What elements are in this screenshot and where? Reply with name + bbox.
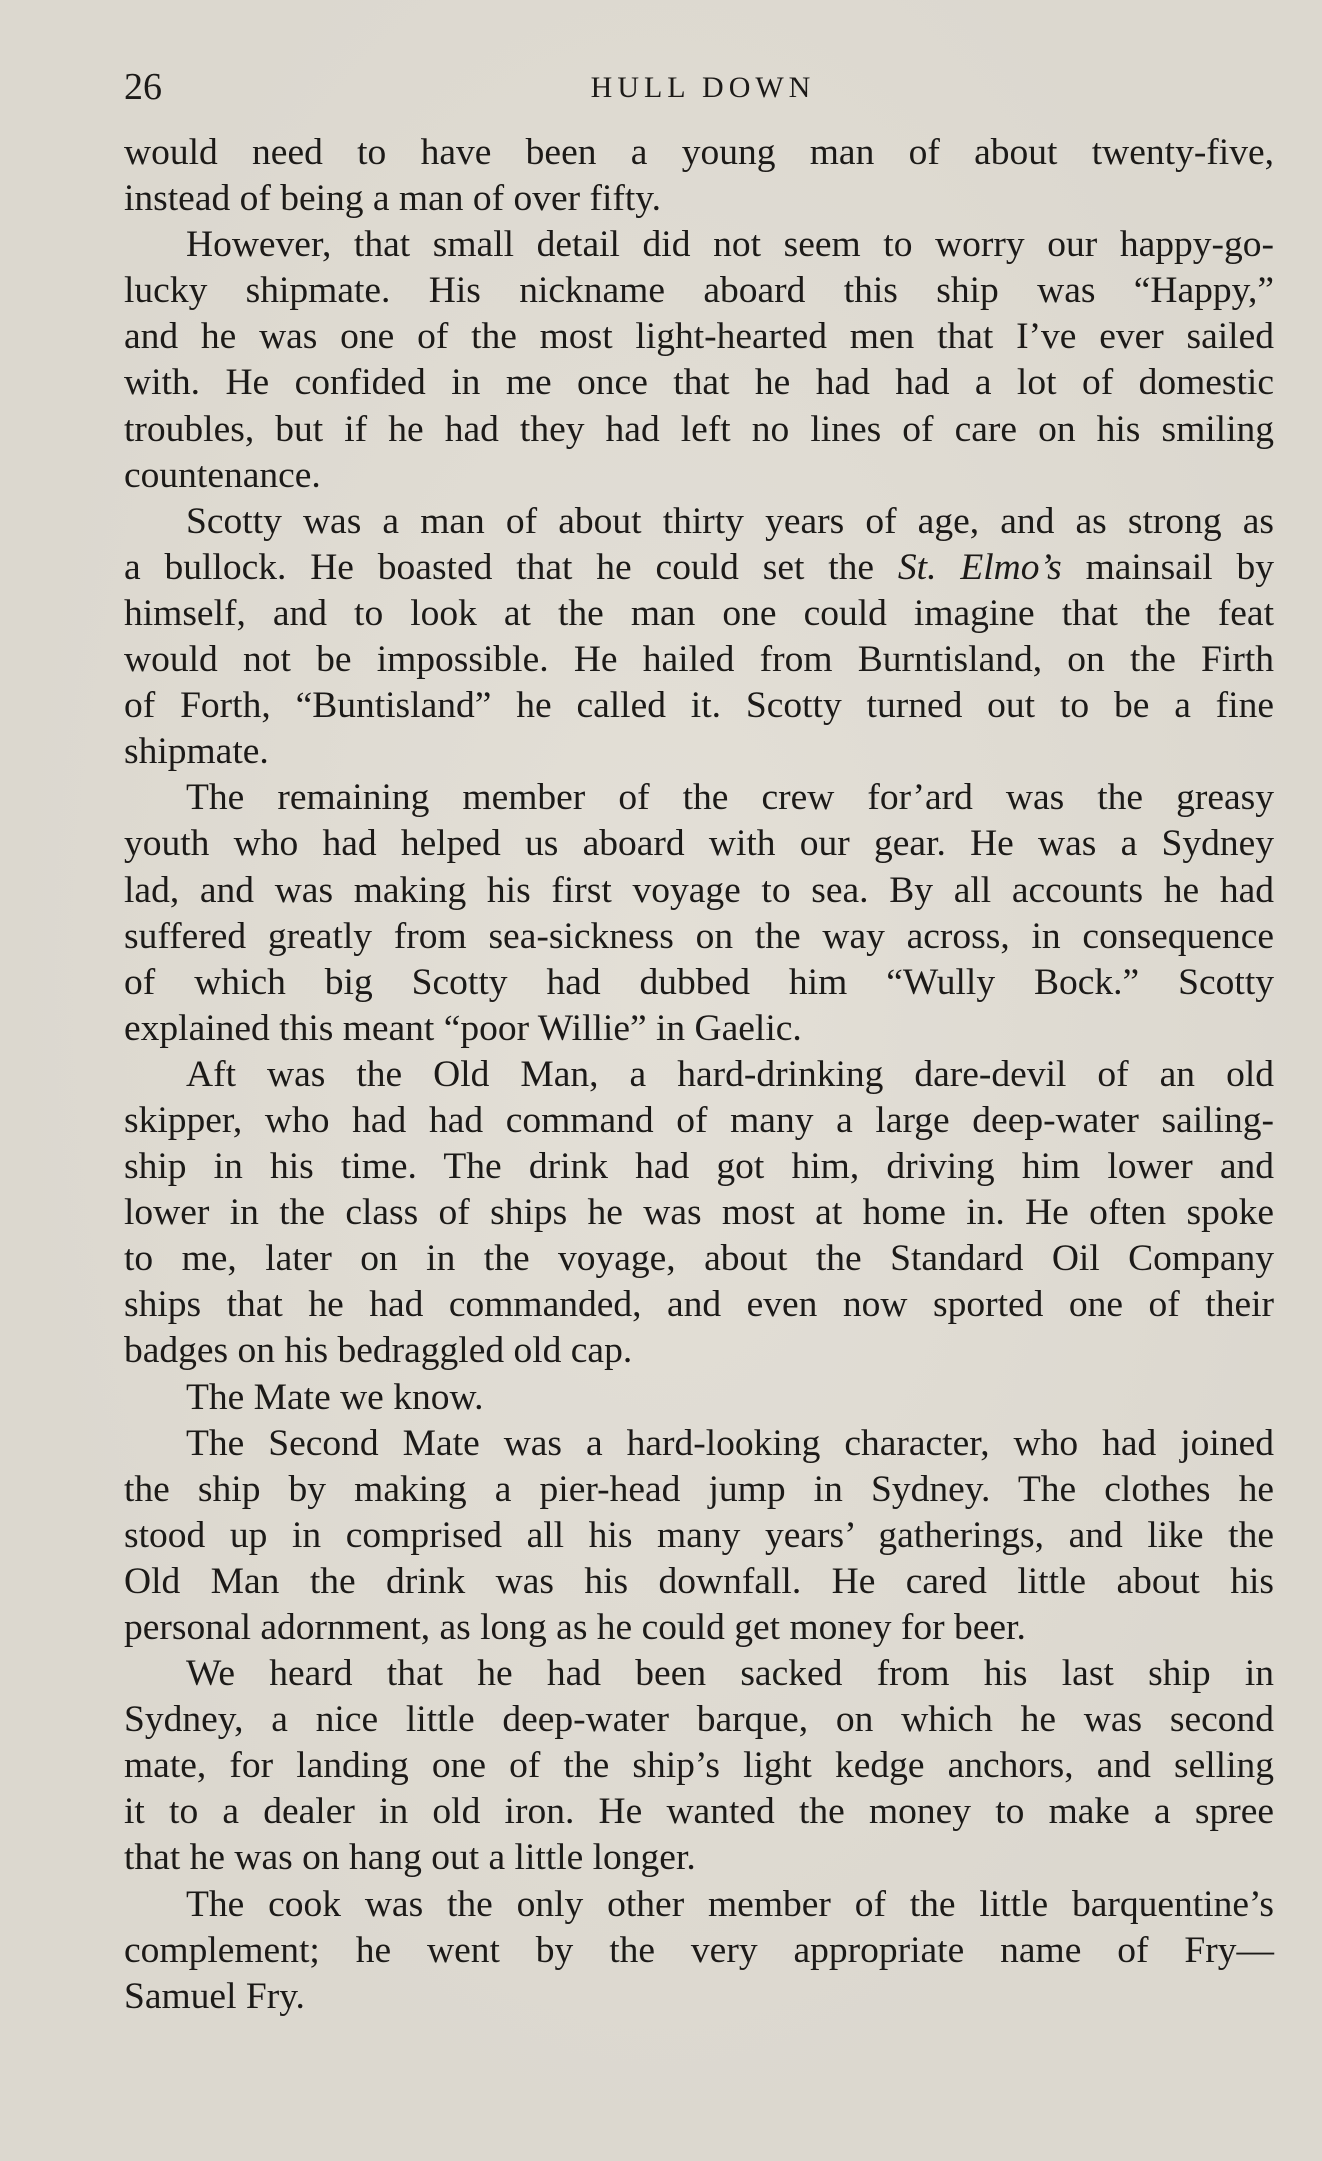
text-line: badges on his bedraggled old cap. [124,1330,633,1372]
text-line: However, that small detail did not seem to worry our happy-go- [186,224,1274,266]
text-line: The remaining member of the crew for’ard was the greasy [186,777,1274,819]
text-line: Old Man the drink was his downfall. He cared little about his [124,1560,1274,1602]
text-line: The Second Mate was a hard-looking character, who had joined [186,1422,1274,1464]
italic-ship-name: St. Elmo’s [897,546,1062,588]
page-number: 26 [124,66,162,108]
running-title: HULL DOWN [590,71,816,104]
text-line: lad, and was making his first voyage to sea. By all accounts he had [124,869,1274,911]
text-line: shipmate. [124,731,269,773]
text-line: of Forth, “Buntisland” he called it. Scotty turned out to be a fine [124,685,1274,727]
text-line: Scotty was a man of about thirty years of age, and as strong as [186,500,1274,542]
text-line: We heard that he had been sacked from his last ship in [186,1653,1274,1695]
text-line: complement; he went by the very appropriate name of Fry— [124,1929,1274,1971]
text-line: mate, for landing one of the ship’s light kedge anchors, and selling [124,1745,1274,1787]
text-line: troubles, but if he had they had left no lines of care on his smiling [124,408,1274,450]
text-line: skipper, who had had command of many a large deep-water sailing- [124,1099,1274,1141]
text-line: instead of being a man of over fifty. [124,178,661,220]
text-line: that he was on hang out a little longer. [124,1837,696,1879]
text-line: himself, and to look at the man one could imagine that the feat [124,592,1274,634]
text-line: stood up in comprised all his many years’ gatherings, and like the [124,1514,1274,1556]
text-line: ship in his time. The drink had got him, driving him lower and [124,1146,1274,1188]
running-head [124,64,1274,110]
text-line: would need to have been a young man of about twenty-five, [124,132,1274,173]
text-line: it to a dealer in old iron. He wanted the money to make a spree [124,1791,1274,1833]
body-text [124,130,1274,2020]
text-line: and he was one of the most light-hearted men that I’ve ever sailed [124,316,1274,358]
text-line: a bullock. He boasted that he could set the St. Elmo’s mainsail by [124,546,1275,588]
text-line: personal adornment, as long as he could get money for beer. [124,1607,1026,1648]
text-line: ships that he had commanded, and even now sported one of their [124,1284,1274,1326]
text-line: lucky shipmate. His nickname aboard this ship was “Happy,” [124,270,1274,312]
text-line: Aft was the Old Man, a hard-drinking dare-devil of an old [186,1053,1274,1095]
text-line: to me, later on in the voyage, about the Standard Oil Company [124,1238,1274,1280]
text-line: The cook was the only other member of the little barquentine’s [186,1883,1274,1925]
text-line: The Mate we know. [186,1376,484,1418]
text-line: youth who had helped us aboard with our gear. He was a Sydney [124,823,1274,865]
text-line: of which big Scotty had dubbed him “Wully Bock.” Scotty [124,961,1274,1003]
text-line: the ship by making a pier-head jump in Sydney. The clothes he [124,1468,1274,1510]
text-line: lower in the class of ships he was most at home in. He often spoke [124,1192,1274,1234]
text-line: suffered greatly from sea-sickness on the way across, in consequence [124,915,1274,957]
text-line: would not be impossible. He hailed from Burntisland, on the Firth [124,639,1274,681]
text-line: Samuel Fry. [124,1975,305,2017]
text-line: explained this meant “poor Willie” in Gaelic. [124,1007,802,1049]
text-line: with. He confided in me once that he had had a lot of domestic [124,362,1274,404]
text-line: countenance. [124,454,321,496]
text-line: Sydney, a nice little deep-water barque, on which he was second [124,1699,1274,1741]
